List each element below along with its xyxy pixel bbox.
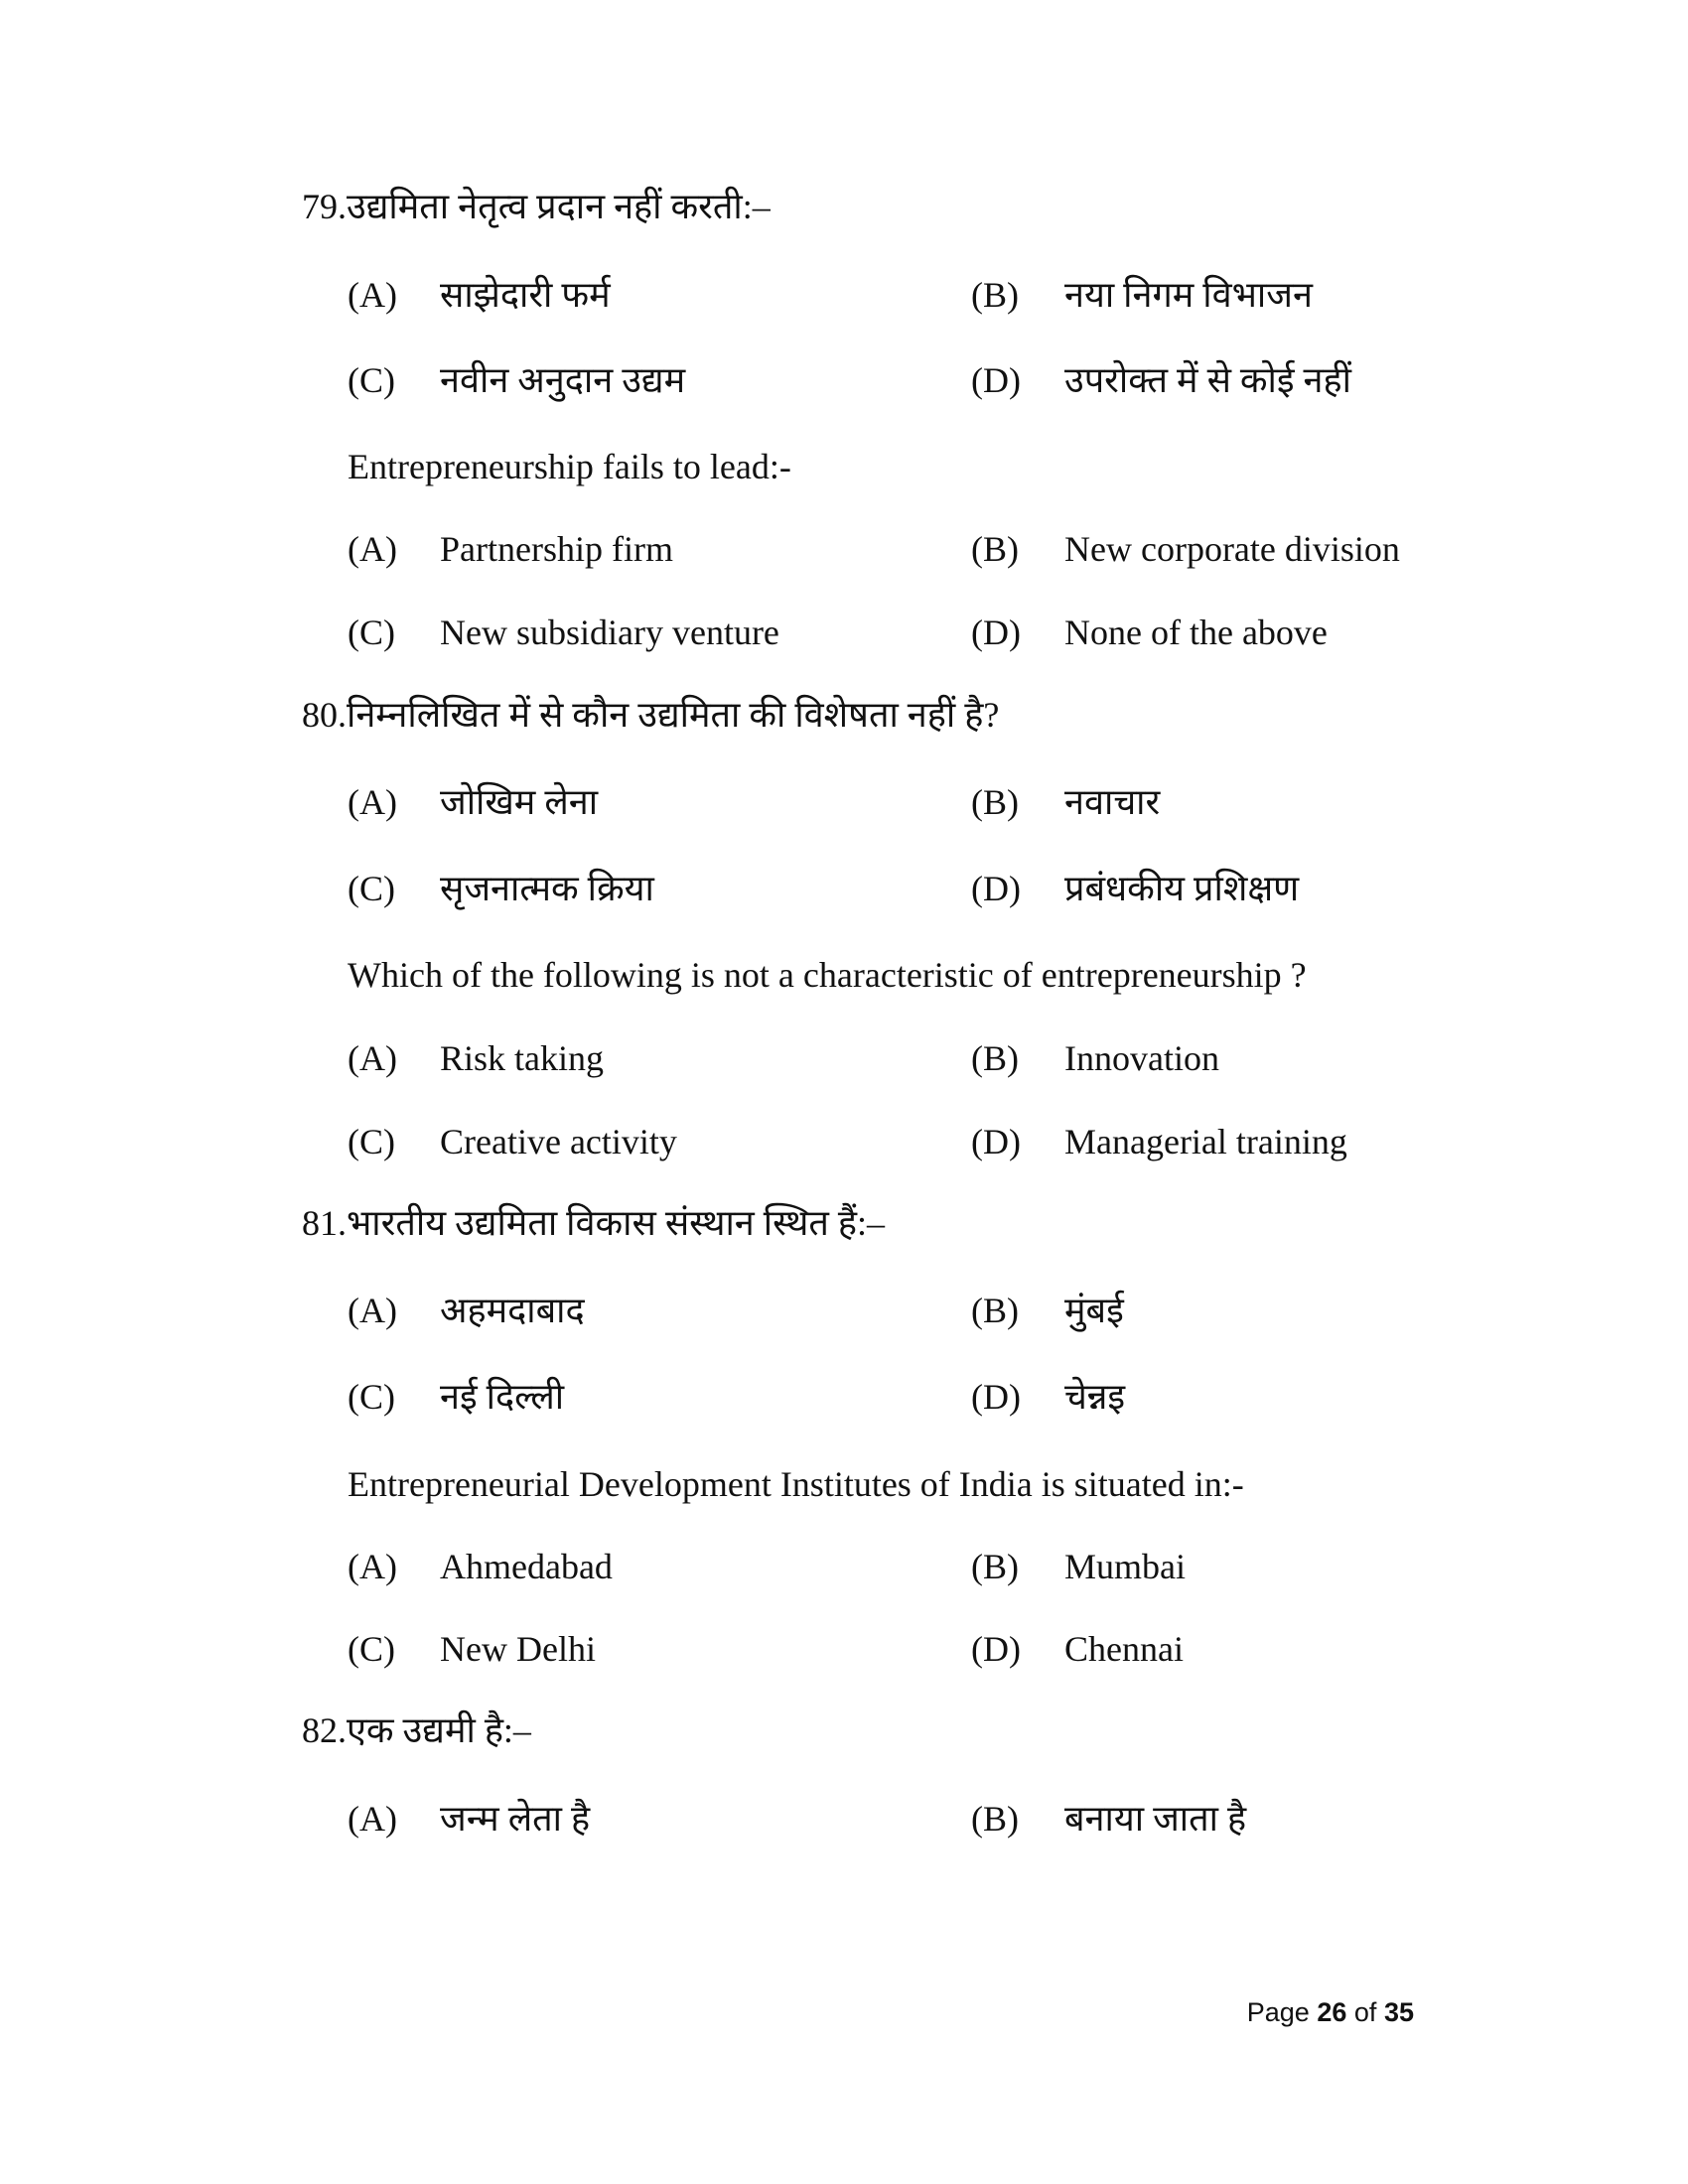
option-text: Creative activity xyxy=(440,1122,677,1161)
option-text: जन्म लेता है xyxy=(440,1799,591,1839)
option-text: उपरोक्त में से कोई नहीं xyxy=(1064,360,1351,400)
option-label: (B) xyxy=(971,275,1019,315)
option-label: (A) xyxy=(348,1799,397,1839)
option-text: नवीन अनुदान उद्यम xyxy=(440,360,686,400)
option-text: चेन्नइ xyxy=(1064,1377,1126,1417)
option-text: प्रबंधकीय प्रशिक्षण xyxy=(1064,869,1300,908)
option-label: (D) xyxy=(971,360,1021,400)
option-text: Mumbai xyxy=(1064,1547,1186,1586)
option-label: (C) xyxy=(348,869,395,908)
option-label: (D) xyxy=(971,1377,1021,1417)
option-text: नया निगम विभाजन xyxy=(1064,275,1313,315)
option-text: Managerial training xyxy=(1064,1122,1347,1161)
option-label: (A) xyxy=(348,1291,397,1330)
option-label: (C) xyxy=(348,1122,395,1161)
option-text: Innovation xyxy=(1064,1038,1219,1078)
page-current: 26 xyxy=(1317,1997,1347,2027)
page-total: 35 xyxy=(1383,1997,1414,2027)
option-label: (C) xyxy=(348,613,395,652)
option-text: बनाया जाता है xyxy=(1064,1799,1247,1839)
option-label: (B) xyxy=(971,782,1019,822)
question-hi-text: 79.उद्यमिता नेतृत्व प्रदान नहीं करती:– xyxy=(302,187,771,226)
option-text: New subsidiary venture xyxy=(440,613,779,652)
option-label: (C) xyxy=(348,1377,395,1417)
option-text: जोखिम लेना xyxy=(440,782,599,822)
page-number xyxy=(1247,1997,1414,2028)
option-label: (A) xyxy=(348,275,397,315)
option-label: (B) xyxy=(971,1547,1019,1586)
option-text: मुंबई xyxy=(1064,1291,1124,1330)
option-label: (B) xyxy=(971,1291,1019,1330)
question-hi-text: 82.एक उद्यमी है:– xyxy=(302,1710,531,1750)
option-text: नई दिल्ली xyxy=(440,1377,565,1417)
option-label: (A) xyxy=(348,529,397,569)
option-label: (B) xyxy=(971,1038,1019,1078)
option-text: New Delhi xyxy=(440,1629,596,1669)
option-label: (B) xyxy=(971,1799,1019,1839)
option-text: Chennai xyxy=(1064,1629,1184,1669)
option-text: Risk taking xyxy=(440,1038,605,1078)
option-label: (C) xyxy=(348,360,395,400)
option-text: सृजनात्मक क्रिया xyxy=(440,869,654,908)
option-text: Partnership firm xyxy=(440,529,673,569)
option-label: (A) xyxy=(348,1547,397,1586)
option-label: (A) xyxy=(348,1038,397,1078)
option-text: None of the above xyxy=(1064,613,1328,652)
question-hi-text: 81.भारतीय उद्यमिता विकास संस्थान स्थित हैं:– xyxy=(302,1203,886,1243)
question-en-text: Entrepreneurial Development Institutes of India is situated in:- xyxy=(348,1464,1244,1504)
page-of: of xyxy=(1353,1997,1377,2027)
option-label: (D) xyxy=(971,1122,1021,1161)
question-hi-text: 80.निम्नलिखित में से कौन उद्यमिता की विशेषता नहीं है? xyxy=(302,695,1000,735)
option-label: (D) xyxy=(971,1629,1021,1669)
option-text: Ahmedabad xyxy=(440,1547,613,1586)
question-en-text: Entrepreneurship fails to lead:- xyxy=(348,447,791,486)
option-label: (B) xyxy=(971,529,1019,569)
option-text: New corporate division xyxy=(1064,529,1400,569)
page-prefix: Page xyxy=(1246,1997,1310,2027)
option-text: अहमदाबाद xyxy=(440,1291,585,1330)
option-text: साझेदारी फर्म xyxy=(440,275,611,315)
option-label: (D) xyxy=(971,869,1021,908)
option-text: नवाचार xyxy=(1064,782,1161,822)
option-label: (C) xyxy=(348,1629,395,1669)
option-label: (A) xyxy=(348,782,397,822)
option-label: (D) xyxy=(971,613,1021,652)
question-en-text: Which of the following is not a characteristic of entrepreneurship ? xyxy=(348,955,1307,995)
